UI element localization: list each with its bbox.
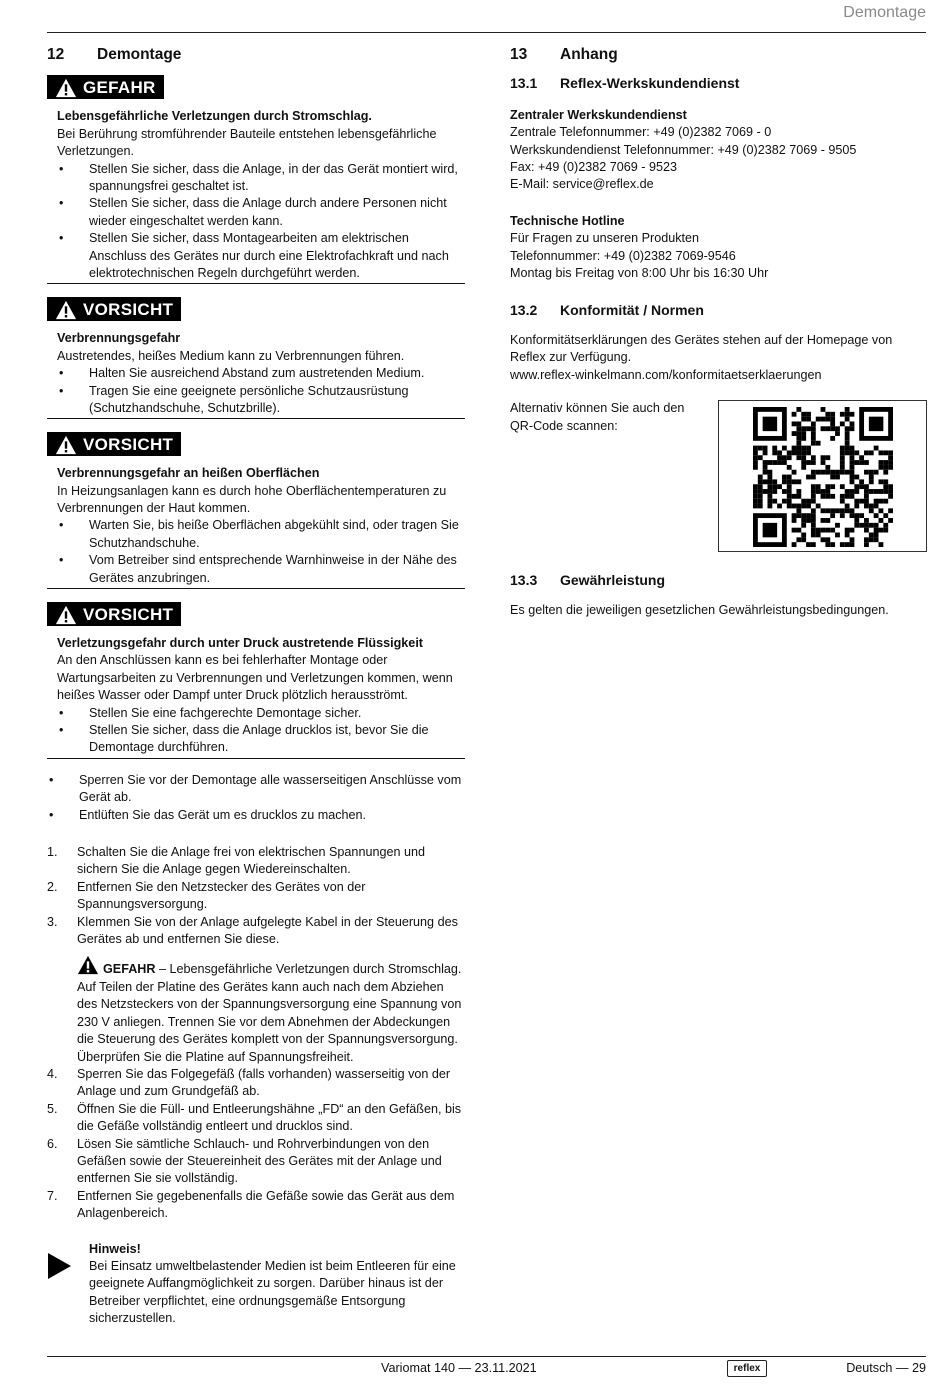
info-line: E-Mail: service@reflex.de (510, 177, 654, 192)
footer-rule (47, 1356, 926, 1357)
warning-box (47, 602, 465, 759)
warning-box (47, 432, 465, 589)
step-number: 7. (47, 1188, 58, 1203)
info-line: Werkskundendienst Telefonnummer: +49 (0)2382 7069 - 9505 (510, 142, 857, 157)
step-text: Öffnen Sie die Füll- und Entleerungshähne „FD“ an den Gefäßen, bis die Gefäße vollständig entleert und drucklos sind. (77, 1101, 462, 1134)
warning-badge (47, 297, 181, 321)
bullet-item: • Tragen Sie eine geeignete persönliche Schutzausrüstung (Schutzhandschuhe, Schutzbrille). (57, 383, 465, 418)
bullet-text: Entlüften Sie das Gerät um es drucklos zu machen. (79, 807, 366, 822)
bullet-item: • Stellen Sie sicher, dass die Anlage, in der das Gerät montiert wird, spannungsfrei geschaltet ist. (57, 161, 465, 196)
warning-triangle-icon (77, 954, 99, 976)
section-heading-13 (510, 46, 930, 63)
warning-triangle-icon (55, 299, 77, 321)
inline-warning-label: GEFAHR (103, 962, 156, 977)
conformity-url[interactable]: www.reflex-winkelmann.com/konformitaetserklaerungen (510, 367, 822, 382)
warning-title: Verbrennungsgefahr an heißen Oberflächen (57, 466, 320, 481)
subsection-heading-13-3 (510, 572, 930, 589)
hint-text: Bei Einsatz umweltbelastender Medien ist beim Entleeren für eine geeignete Auffangmöglichkeit zu sorgen. Darüber hinaus ist der Betreiber verpflichtet, eine ordnungsgemäße Entsorgung sicherzustellen. (89, 1258, 456, 1326)
footer-doc: Variomat 140 — 23.11.2021 (381, 1361, 537, 1375)
info-line: Für Fragen zu unseren Produkten (510, 231, 700, 246)
subsection-heading-13-2 (510, 302, 930, 319)
qr-code-icon[interactable] (753, 407, 893, 547)
step-number: 2. (47, 879, 58, 894)
step-number: 6. (47, 1136, 58, 1151)
hint-box (47, 1241, 465, 1328)
warning-text: An den Anschlüssen kann es bei fehlerhafter Montage oder Wartungsarbeiten zu Verbrennungen und Verletzungen kommen, wenn heißes Wasser oder Dampf unter Druck plötzlich herausströmt. (57, 653, 453, 703)
footer-page: Deutsch — 29 (846, 1361, 926, 1375)
step-item (47, 1136, 465, 1188)
info-line: Montag bis Freitag von 8:00 Uhr bis 16:30 Uhr (510, 266, 769, 281)
bullet-text: Sperren Sie vor der Demontage alle wasserseitigen Anschlüsse vom Gerät ab. (79, 772, 462, 805)
section-number: 12 (47, 46, 65, 63)
service-lines (510, 124, 930, 194)
section-heading-12 (47, 46, 465, 63)
info-line: Fax: +49 (0)2382 7069 - 9523 (510, 160, 677, 175)
step-text: Schalten Sie die Anlage frei von elektrischen Spannungen und sichern Sie die Anlage gegen Wiedereinschalten. (77, 845, 425, 877)
bullet-text: Stellen Sie sicher, dass Montagearbeiten am elektrischen Anschluss des Gerätes nur durch eine Elektrofachkraft und nach elektrotechnischen Regeln durchgeführt werden. (89, 231, 449, 280)
subsection-title: Reflex-Werkskundendienst (560, 75, 740, 92)
warning-text: Austretendes, heißes Medium kann zu Verbrennungen führen. (57, 348, 405, 363)
qr-section (510, 400, 930, 552)
right-column (510, 46, 930, 619)
warranty-text: Es gelten die jeweiligen gesetzlichen Gewährleistungsbedingungen. (510, 602, 889, 617)
badge-label: VORSICHT (83, 300, 174, 320)
section-title: Anhang (560, 46, 618, 63)
info-line: Telefonnummer: +49 (0)2382 7069-9546 (510, 248, 736, 263)
service-title: Zentraler Werkskundendienst (510, 107, 687, 122)
warning-box (47, 297, 465, 419)
pre-bullets-list (47, 772, 465, 824)
subsection-title: Gewährleistung (560, 572, 666, 589)
bullet-text: Warten Sie, bis heiße Oberflächen abgekühlt sind, oder tragen Sie Schutzhandschuhe. (89, 518, 459, 550)
bullet-item: • Entlüften Sie das Gerät um es drucklos zu machen. (47, 807, 465, 824)
warning-title: Lebensgefährliche Verletzungen durch Stromschlag. (57, 109, 372, 124)
bullet-item: • Stellen Sie sicher, dass die Anlage drucklos ist, bevor Sie die Demontage durchführen. (57, 722, 465, 757)
step-item (47, 1101, 465, 1136)
bullet-item: • Vom Betreiber sind entsprechende Warnhinweise in der Nähe des Gerätes anzubringen. (57, 552, 465, 587)
step-number: 4. (47, 1066, 58, 1081)
step-text: Entfernen Sie den Netzstecker des Gerätes von der Spannungsversorgung. (77, 879, 366, 912)
inline-warning (47, 954, 465, 1065)
warning-text: In Heizungsanlagen kann es durch hohe Oberflächentemperaturen zu Verbrennungen der Haut kommen. (57, 483, 447, 516)
section-title: Demontage (97, 46, 182, 63)
info-line: Zentrale Telefonnummer: +49 (0)2382 7069 - 0 (510, 125, 772, 140)
header-rule (47, 32, 926, 33)
bullet-item: • Sperren Sie vor der Demontage alle wasserseitigen Anschlüsse vom Gerät ab. (47, 772, 465, 807)
step-number: 1. (47, 845, 58, 860)
warning-title: Verbrennungsgefahr (57, 331, 181, 346)
step-item (47, 844, 465, 879)
subsection-number: 13.3 (510, 572, 538, 589)
badge-label: GEFAHR (83, 78, 156, 98)
hint-arrow-icon (47, 1241, 89, 1328)
reflex-logo: reflex (727, 1360, 767, 1377)
bullet-item: • Stellen Sie sicher, dass Montagearbeiten am elektrischen Anschluss des Gerätes nur durch eine Elektrofachkraft und nach elektrotechnischen Regeln durchgeführt werden. (57, 230, 465, 282)
qr-text-line: Alternativ können Sie auch den (510, 401, 685, 416)
warning-title: Verletzungsgefahr durch unter Druck austretende Flüssigkeit (57, 635, 424, 650)
bullet-text: Stellen Sie sicher, dass die Anlage durch andere Personen nicht wieder eingeschaltet werden kann. (89, 196, 447, 228)
warning-badge (47, 432, 181, 456)
step-item (47, 879, 465, 914)
step-item (47, 914, 465, 949)
subsection-number: 13.1 (510, 75, 538, 92)
step-text: Lösen Sie sämtliche Schlauch- und Rohrverbindungen von den Gefäßen sowie der Steuereinheit des Gerätes mit der Anlage und entfernen Sie sie vollständig. (77, 1136, 442, 1186)
step-text: Sperren Sie das Folgegefäß (falls vorhanden) wasserseitig von der Anlage und zum Grundgefäß ab. (77, 1066, 451, 1099)
warning-badge (47, 75, 164, 99)
bullet-text: Stellen Sie eine fachgerechte Demontage sicher. (89, 705, 362, 720)
left-column (47, 46, 465, 1328)
steps-list (47, 844, 465, 1223)
running-title: Demontage (843, 4, 926, 21)
warning-text: Bei Berührung stromführender Bauteile entstehen lebensgefährliche Verletzungen. (57, 126, 437, 159)
step-number: 3. (47, 914, 58, 929)
subsection-title: Konformität / Normen (560, 302, 704, 319)
badge-label: VORSICHT (83, 604, 174, 624)
warning-triangle-icon (55, 77, 77, 99)
conformity-text: Konformitätserklärungen des Gerätes stehen auf der Homepage von Reflex zur Verfügung. (510, 332, 893, 365)
bullet-item: • Stellen Sie eine fachgerechte Demontage sicher. (57, 705, 465, 722)
bullet-item: • Stellen Sie sicher, dass die Anlage durch andere Personen nicht wieder eingeschaltet werden kann. (57, 195, 465, 230)
step-text: Klemmen Sie von der Anlage aufgelegte Kabel in der Steuerung des Gerätes ab und entfernen Sie diese. (77, 914, 458, 947)
badge-label: VORSICHT (83, 435, 174, 455)
step-number: 5. (47, 1101, 58, 1116)
step-item (47, 1066, 465, 1101)
bullet-text: Halten Sie ausreichend Abstand zum austretenden Medium. (89, 366, 425, 381)
warning-badge (47, 602, 181, 626)
bullet-item: • Halten Sie ausreichend Abstand zum austretenden Medium. (57, 365, 465, 382)
warning-triangle-icon (55, 434, 77, 456)
qr-code-frame (718, 400, 927, 552)
subsection-number: 13.2 (510, 302, 538, 319)
inline-warning-text: – Lebensgefährliche Verletzungen durch Stromschlag. Auf Teilen der Platine des Gerätes kann auch nach dem Abziehen des Netzsteckers von der Spannungsversorgung eine Spannung von 230 V anliegen. Trennen Sie vor dem Abnehmen der Abdeckungen die Steuerung des Gerätes komplett von der Spannungsversorgung. Überprüfen Sie die Platine auf Spannungsfreiheit. (77, 962, 462, 1064)
hotline-title: Technische Hotline (510, 213, 625, 228)
bullet-item: • Warten Sie, bis heiße Oberflächen abgekühlt sind, oder tragen Sie Schutzhandschuhe. (57, 517, 465, 552)
bullet-text: Stellen Sie sicher, dass die Anlage, in der das Gerät montiert wird, spannungsfrei geschaltet ist. (89, 161, 458, 193)
hint-title: Hinweis! (89, 1241, 141, 1256)
warning-box (47, 75, 465, 284)
section-number: 13 (510, 46, 528, 63)
bullet-text: Stellen Sie sicher, dass die Anlage drucklos ist, bevor Sie die Demontage durchführen. (89, 723, 429, 755)
warnings-list (47, 75, 465, 758)
bullet-text: Tragen Sie eine geeignete persönliche Schutzausrüstung (Schutzhandschuhe, Schutzbrille). (89, 383, 409, 415)
step-text: Entfernen Sie gegebenenfalls die Gefäße sowie das Gerät aus dem Anlagenbereich. (77, 1188, 455, 1221)
step-item (47, 1188, 465, 1223)
subsection-heading-13-1 (510, 75, 930, 92)
hotline-lines (510, 230, 930, 282)
warning-triangle-icon (55, 604, 77, 626)
qr-text-line: QR-Code scannen: (510, 418, 618, 433)
bullet-text: Vom Betreiber sind entsprechende Warnhinweise in der Nähe des Gerätes anzubringen. (89, 553, 457, 585)
